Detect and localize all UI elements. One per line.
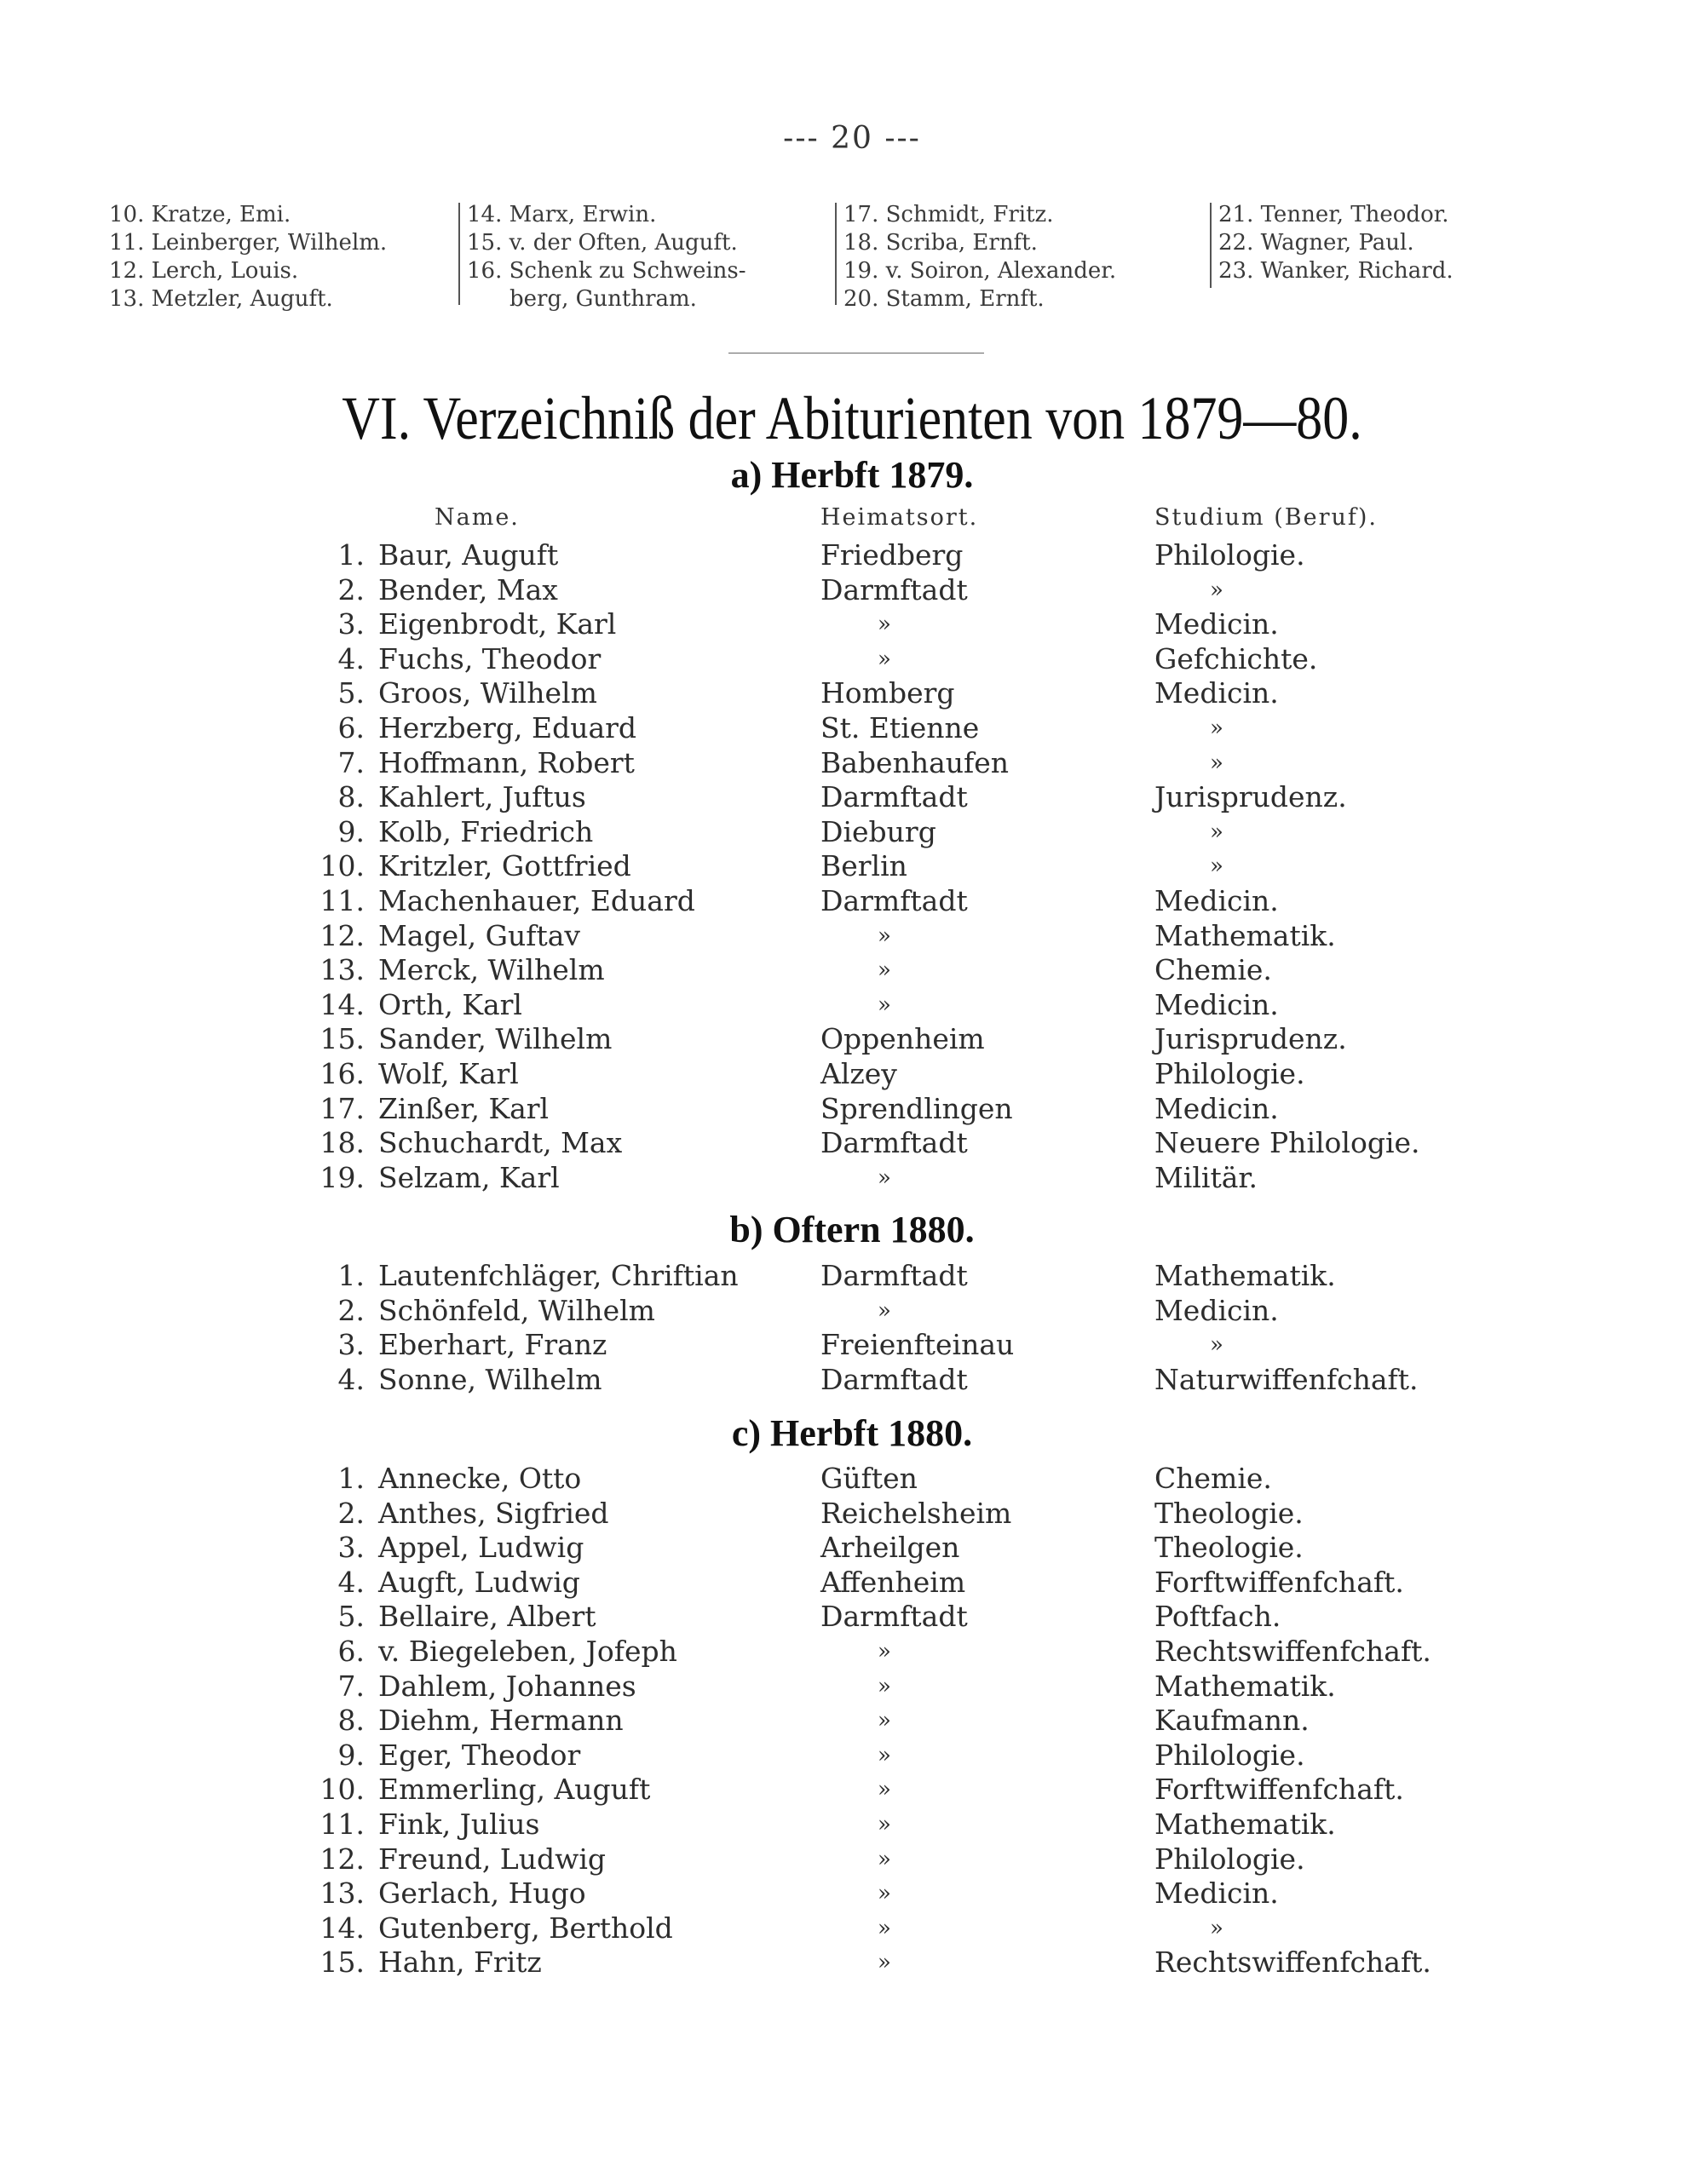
row-number: 6. <box>337 1634 365 1668</box>
list-item: 15. v. der Often, Auguft. <box>467 230 738 256</box>
list-item: 19. v. Soiron, Alexander. <box>843 258 1117 284</box>
field-of-study: Gefchichte. <box>1154 641 1318 675</box>
home-town: Dieburg <box>820 814 936 848</box>
field-of-study: Mathematik. <box>1154 1807 1336 1841</box>
table-row <box>0 1566 1704 1601</box>
student-name: Lautenfchläger, Chriftian <box>378 1259 739 1292</box>
student-name: Fink, Julius <box>378 1807 540 1841</box>
row-number: 11. <box>320 883 365 917</box>
table-row <box>0 607 1704 642</box>
home-town: Darmftadt <box>820 883 968 917</box>
field-of-study: Chemie. <box>1154 953 1272 987</box>
list-item: 21. Tenner, Theodor. <box>1218 202 1449 227</box>
row-number: 4. <box>337 1565 365 1599</box>
home-town: » <box>878 1638 891 1664</box>
home-town: Alzey <box>820 1056 897 1090</box>
table-row <box>0 1057 1704 1092</box>
row-number: 11. <box>320 1807 365 1841</box>
row-number: 2. <box>337 1293 365 1327</box>
student-name: Annecke, Otto <box>378 1462 582 1495</box>
row-number: 3. <box>337 607 365 641</box>
table-row <box>0 1126 1704 1161</box>
column-divider <box>458 203 460 305</box>
field-of-study: Medicin. <box>1154 987 1279 1021</box>
table-row <box>0 1259 1704 1294</box>
home-town: Darmftadt <box>820 572 968 606</box>
field-of-study: Mathematik. <box>1154 1669 1336 1703</box>
section-title-herbst-1879: a) Herbft 1879. <box>730 454 974 496</box>
field-of-study: Neuere Philologie. <box>1154 1126 1420 1160</box>
table-section-herbst-1879 <box>0 538 1704 1195</box>
field-of-study: Kaufmann. <box>1154 1704 1310 1738</box>
continuation-column <box>843 201 1116 313</box>
home-town: » <box>878 991 891 1018</box>
list-item: 14. Marx, Erwin. <box>467 202 657 227</box>
row-number: 1. <box>337 1462 365 1495</box>
student-name: Groos, Wilhelm <box>378 676 597 710</box>
student-name: Augft, Ludwig <box>378 1565 580 1599</box>
home-town: Darmftadt <box>820 1362 968 1396</box>
field-of-study: » <box>1210 750 1223 776</box>
row-number: 12. <box>320 1842 365 1876</box>
table-row <box>0 711 1704 746</box>
table-row <box>0 1670 1704 1704</box>
continuation-column <box>109 201 387 313</box>
table-row <box>0 884 1704 919</box>
section-title-ostern-1880: b) Oftern 1880. <box>729 1209 975 1250</box>
field-of-study: Medicin. <box>1154 1091 1279 1125</box>
table-row <box>0 1911 1704 1946</box>
student-name: Selzam, Karl <box>378 1160 560 1194</box>
home-town: Freienfteinau <box>820 1328 1015 1362</box>
home-town: Berlin <box>820 849 907 883</box>
field-of-study: Rechtswiffenfchaft. <box>1154 1945 1431 1980</box>
field-of-study: » <box>1210 577 1223 603</box>
student-name: v. Biegeleben, Jofeph <box>378 1634 677 1668</box>
home-town: » <box>878 1915 891 1941</box>
table-row <box>0 1773 1704 1808</box>
table-row <box>0 1635 1704 1670</box>
table-row <box>0 1808 1704 1842</box>
table-row <box>0 1497 1704 1532</box>
student-name: Bender, Max <box>378 572 558 606</box>
row-number: 8. <box>337 1704 365 1738</box>
row-number: 15. <box>320 1022 365 1056</box>
home-town: » <box>878 612 891 638</box>
table-row <box>0 849 1704 884</box>
table-row <box>0 1092 1704 1127</box>
table-row <box>0 1877 1704 1911</box>
list-item: 12. Lerch, Louis. <box>109 258 299 284</box>
field-of-study: Medicin. <box>1154 676 1279 710</box>
home-town: » <box>878 1164 891 1191</box>
list-item: 18. Scriba, Ernft. <box>843 230 1038 256</box>
field-of-study: Theologie. <box>1154 1496 1304 1530</box>
student-name: Zinßer, Karl <box>378 1091 550 1125</box>
home-town: Darmftadt <box>820 1126 968 1160</box>
student-name: Gerlach, Hugo <box>378 1877 586 1911</box>
row-number: 17. <box>320 1091 365 1125</box>
list-item: 17. Schmidt, Fritz. <box>843 202 1054 227</box>
table-row <box>0 1363 1704 1398</box>
row-number: 13. <box>320 953 365 987</box>
row-number: 7. <box>337 745 365 779</box>
field-of-study: Mathematik. <box>1154 918 1336 952</box>
home-town: Babenhaufen <box>820 745 1010 779</box>
student-name: Appel, Ludwig <box>378 1531 584 1565</box>
page-title: VI. Verzeichniß der Abiturienten von 1879—80. <box>342 384 1362 452</box>
student-name: Dahlem, Johannes <box>378 1669 636 1703</box>
list-item: 23. Wanker, Richard. <box>1218 258 1454 284</box>
field-of-study: Philologie. <box>1154 1056 1305 1090</box>
student-name: Schönfeld, Wilhelm <box>378 1293 655 1327</box>
field-of-study: Theologie. <box>1154 1531 1304 1565</box>
table-row <box>0 815 1704 850</box>
column-header-study: Studium (Beruf). <box>1154 504 1378 531</box>
field-of-study: » <box>1210 715 1223 741</box>
field-of-study: Jurisprudenz. <box>1154 780 1347 814</box>
student-name: Kritzler, Gottfried <box>378 849 631 883</box>
home-town: » <box>878 1742 891 1768</box>
table-row <box>0 1294 1704 1329</box>
field-of-study: » <box>1210 819 1223 845</box>
row-number: 3. <box>337 1531 365 1565</box>
home-town: Reichelsheim <box>820 1496 1012 1530</box>
home-town: Oppenheim <box>820 1022 985 1056</box>
field-of-study: » <box>1210 1332 1223 1359</box>
student-name: Eigenbrodt, Karl <box>378 607 617 641</box>
home-town: » <box>878 957 891 984</box>
row-number: 14. <box>320 987 365 1021</box>
student-name: Merck, Wilhelm <box>378 953 605 987</box>
home-town: » <box>878 1846 891 1872</box>
table-row <box>0 538 1704 573</box>
column-divider <box>1210 203 1212 288</box>
student-name: Gutenberg, Berthold <box>378 1911 673 1945</box>
list-item: berg, Gunthram. <box>509 286 697 312</box>
student-name: Sonne, Wilhelm <box>378 1362 602 1396</box>
table-row <box>0 573 1704 608</box>
table-row <box>0 1945 1704 1980</box>
home-town: » <box>878 1811 891 1837</box>
table-row <box>0 642 1704 677</box>
table-row <box>0 1531 1704 1566</box>
table-row <box>0 780 1704 815</box>
row-number: 19. <box>320 1160 365 1194</box>
student-name: Hahn, Fritz <box>378 1945 542 1980</box>
student-name: Herzberg, Eduard <box>378 710 637 744</box>
student-name: Kolb, Friedrich <box>378 814 594 848</box>
home-town: » <box>878 922 891 949</box>
table-section-ostern-1880 <box>0 1259 1704 1397</box>
student-name: Orth, Karl <box>378 987 522 1021</box>
row-number: 5. <box>337 1600 365 1634</box>
home-town: Darmftadt <box>820 1600 968 1634</box>
continuation-column <box>1218 201 1454 285</box>
list-item: 16. Schenk zu Schweins- <box>467 258 746 284</box>
list-item: 10. Kratze, Emi. <box>109 202 291 227</box>
student-name: Diehm, Hermann <box>378 1704 624 1738</box>
row-number: 2. <box>337 1496 365 1530</box>
home-town: St. Etienne <box>820 710 980 744</box>
table-row <box>0 1739 1704 1773</box>
list-item: 20. Stamm, Ernft. <box>843 286 1045 312</box>
field-of-study: » <box>1210 1915 1223 1941</box>
field-of-study: Naturwiffenfchaft. <box>1154 1362 1419 1396</box>
field-of-study: Forftwiffenfchaft. <box>1154 1565 1404 1599</box>
field-of-study: Medicin. <box>1154 607 1279 641</box>
section-title-herbst-1880: c) Herbft 1880. <box>731 1412 973 1454</box>
field-of-study: Medicin. <box>1154 1877 1279 1911</box>
table-row <box>0 1328 1704 1363</box>
home-town: Darmftadt <box>820 780 968 814</box>
field-of-study: Forftwiffenfchaft. <box>1154 1773 1404 1807</box>
field-of-study: Chemie. <box>1154 1462 1272 1495</box>
field-of-study: Philologie. <box>1154 538 1305 572</box>
continuation-list <box>109 201 1515 312</box>
row-number: 15. <box>320 1945 365 1980</box>
row-number: 8. <box>337 780 365 814</box>
row-number: 5. <box>337 676 365 710</box>
field-of-study: Medicin. <box>1154 883 1279 917</box>
home-town: Güften <box>820 1462 918 1495</box>
table-row <box>0 1161 1704 1196</box>
student-name: Emmerling, Auguft <box>378 1773 651 1807</box>
row-number: 10. <box>320 1773 365 1807</box>
row-number: 7. <box>337 1669 365 1703</box>
student-name: Fuchs, Theodor <box>378 641 602 675</box>
home-town: Affenheim <box>820 1565 966 1599</box>
row-number: 13. <box>320 1877 365 1911</box>
row-number: 6. <box>337 710 365 744</box>
row-number: 1. <box>337 1259 365 1292</box>
home-town: Sprendlingen <box>820 1091 1013 1125</box>
list-item: 22. Wagner, Paul. <box>1218 230 1414 256</box>
row-number: 1. <box>337 538 365 572</box>
student-name: Magel, Guftav <box>378 918 581 952</box>
field-of-study: Medicin. <box>1154 1293 1279 1327</box>
field-of-study: Mathematik. <box>1154 1259 1336 1292</box>
table-row <box>0 988 1704 1023</box>
row-number: 16. <box>320 1056 365 1090</box>
student-name: Kahlert, Juftus <box>378 780 586 814</box>
student-name: Wolf, Karl <box>378 1056 519 1090</box>
field-of-study: Rechtswiffenfchaft. <box>1154 1634 1431 1668</box>
student-name: Sander, Wilhelm <box>378 1022 613 1056</box>
student-name: Schuchardt, Max <box>378 1126 623 1160</box>
table-row <box>0 1022 1704 1057</box>
table-row <box>0 1704 1704 1739</box>
list-item: 13. Metzler, Auguft. <box>109 286 333 312</box>
table-row <box>0 1842 1704 1877</box>
home-town: Homberg <box>820 676 955 710</box>
row-number: 4. <box>337 1362 365 1396</box>
table-section-herbst-1880 <box>0 1462 1704 1980</box>
student-name: Anthes, Sigfried <box>378 1496 609 1530</box>
row-number: 9. <box>337 1738 365 1772</box>
row-number: 10. <box>320 849 365 883</box>
page-number: --- 20 --- <box>783 121 921 156</box>
field-of-study: Philologie. <box>1154 1738 1305 1772</box>
table-row <box>0 1462 1704 1497</box>
row-number: 14. <box>320 1911 365 1945</box>
home-town: Darmftadt <box>820 1259 968 1292</box>
table-row <box>0 919 1704 954</box>
home-town: » <box>878 1881 891 1907</box>
table-row <box>0 676 1704 711</box>
field-of-study: Militär. <box>1154 1160 1258 1194</box>
table-row <box>0 746 1704 781</box>
student-name: Hoffmann, Robert <box>378 745 635 779</box>
home-town: » <box>878 1777 891 1803</box>
field-of-study: Jurisprudenz. <box>1154 1022 1347 1056</box>
home-town: Friedberg <box>820 538 964 572</box>
student-name: Eger, Theodor <box>378 1738 581 1772</box>
student-name: Freund, Ludwig <box>378 1842 607 1876</box>
list-item: 11. Leinberger, Wilhelm. <box>109 230 388 256</box>
student-name: Baur, Auguft <box>378 538 559 572</box>
row-number: 2. <box>337 572 365 606</box>
row-number: 12. <box>320 918 365 952</box>
home-town: » <box>878 646 891 672</box>
home-town: » <box>878 1708 891 1734</box>
row-number: 18. <box>320 1126 365 1160</box>
table-row <box>0 1600 1704 1635</box>
student-name: Eberhart, Franz <box>378 1328 607 1362</box>
column-divider <box>835 203 837 305</box>
row-number: 3. <box>337 1328 365 1362</box>
row-number: 9. <box>337 814 365 848</box>
continuation-column <box>467 201 746 313</box>
home-town: » <box>878 1950 891 1976</box>
student-name: Machenhauer, Eduard <box>378 883 695 917</box>
home-town: Arheilgen <box>820 1531 960 1565</box>
field-of-study: Poftfach. <box>1154 1600 1281 1634</box>
table-row <box>0 953 1704 988</box>
home-town: » <box>878 1297 891 1324</box>
column-header-name: Name. <box>435 504 520 531</box>
home-town: » <box>878 1673 891 1699</box>
field-of-study: » <box>1210 853 1223 880</box>
row-number: 4. <box>337 641 365 675</box>
column-header-town: Heimatsort. <box>820 504 979 531</box>
student-name: Bellaire, Albert <box>378 1600 596 1634</box>
field-of-study: Philologie. <box>1154 1842 1305 1876</box>
